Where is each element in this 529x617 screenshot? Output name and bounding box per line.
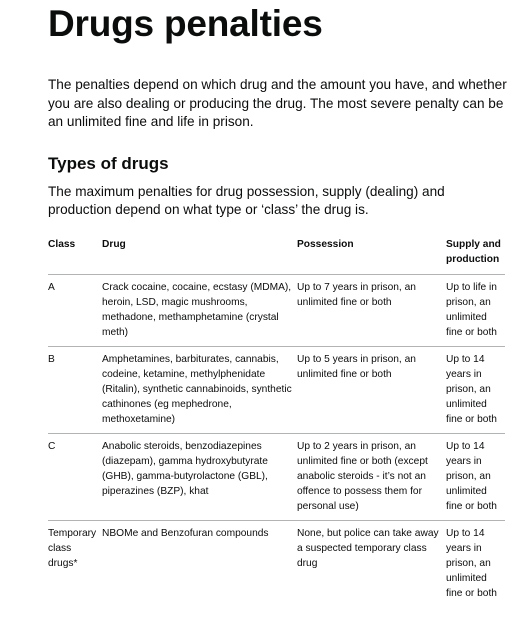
cell-drug: Crack cocaine, cocaine, ecstasy (MDMA), heroin, LSD, magic mushrooms, methadone, methamphetamine (crystal meth) [102,274,297,346]
cell-supply: Up to 14 years in prison, an unlimited fine or both [446,346,505,433]
cell-possession: Up to 5 years in prison, an unlimited fine or both [297,346,446,433]
cell-class: C [48,433,102,520]
cell-possession: None, but police can take away a suspected temporary class drug [297,527,439,569]
table-row [48,520,505,607]
main-content [48,0,508,607]
table-row [48,433,505,520]
cell-class: Temporary class drugs* [48,527,97,569]
cell-supply: Up to 14 years in prison, an unlimited fine or both [446,433,505,520]
column-header-possession: Possession [297,237,446,275]
section-heading-types-of-drugs: Types of drugs [48,153,169,173]
table-row [48,346,505,433]
table-header-row [48,237,505,275]
cell-supply: Up to 14 years in prison, an unlimited fine or both [446,527,497,599]
cell-possession: Up to 2 years in prison, an unlimited fine or both (except anabolic steroids - it’s not an offence to possess them for personal use) [297,433,446,520]
cell-drug: Amphetamines, barbiturates, cannabis, codeine, ketamine, methylphenidate (Ritalin), synthetic cannabinoids, synthetic cathinones (eg mephedrone, methoxetamine) [102,346,297,433]
section-description: The maximum penalties for drug possession, supply (dealing) and production depend on what type or ‘class’ the drug is. [48,183,445,217]
cell-drug: Anabolic steroids, benzodiazepines (diazepam), gamma hydroxybutyrate (GHB), gamma-butyrolactone (GBL), piperazines (BZP), khat [102,433,297,520]
cell-supply: Up to life in prison, an unlimited fine or both [446,274,505,346]
column-header-class: Class [48,237,102,275]
drug-penalties-table [48,237,505,607]
cell-class: B [48,346,102,433]
page-title: Drugs penalties [48,3,323,44]
table-row [48,274,505,346]
cell-class: A [48,274,102,346]
cell-drug: NBOMe and Benzofuran compounds [102,527,269,539]
column-header-supply: Supply and production [446,237,505,275]
cell-possession: Up to 7 years in prison, an unlimited fine or both [297,274,446,346]
column-header-drug: Drug [102,237,297,275]
intro-paragraph: The penalties depend on which drug and the amount you have, and whether you are also dealing or producing the drug. The most severe penalty can be an unlimited fine and life in prison. [48,77,507,129]
